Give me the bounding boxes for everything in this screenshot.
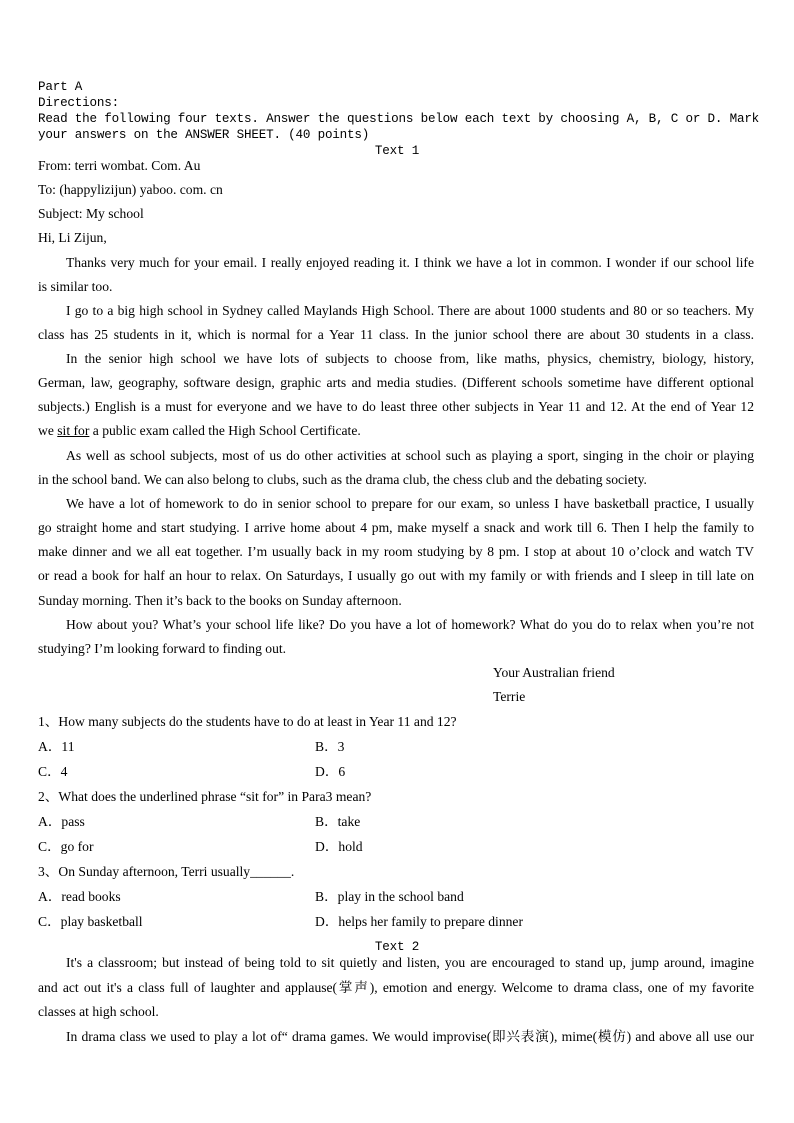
email-greeting: Hi, Li Zijun, [38, 230, 107, 245]
option-a: A．pass [38, 814, 85, 829]
line-rest: a public exam called the High School Certificate. [92, 423, 361, 438]
paragraph-line: Sunday morning. Then it’s back to the books on Sunday afternoon. [38, 593, 402, 608]
part-heading: Part A [38, 80, 83, 94]
option-a: A．11 [38, 739, 75, 754]
paragraph-line: in the school band. We can also belong to clubs, such as the drama club, the chess club and the debating society. [38, 472, 647, 487]
directions-text: your answers on the ANSWER SHEET. (40 points) [38, 128, 370, 142]
option-c: C．play basketball [38, 914, 143, 929]
paragraph-line: How about you? What’s your school life like? Do you have a lot of homework? What do you do to relax when you’re not [66, 617, 754, 632]
email-to: To: (happylizijun) yaboo. com. cn [38, 182, 223, 197]
text2-title: Text 2 [374, 940, 420, 954]
directions-label: Directions: [38, 96, 119, 110]
option-c: C．go for [38, 839, 94, 854]
option-d: D．helps her family to prepare dinner [315, 914, 523, 929]
paragraph-line: studying? I’m looking forward to finding out. [38, 641, 287, 656]
paragraph-line: and act out it's a class full of laughter and applause(掌声), emotion and energy. Welcome to drama class, one of my favorite [38, 980, 754, 995]
paragraph-line: make dinner and we all eat together. I’m usually back in my room studying by 8 pm. I stop at about 10 o’clock and watch TV [38, 544, 754, 559]
text1-title: Text 1 [374, 144, 420, 158]
option-b: B．play in the school band [315, 889, 464, 904]
option-c: C．4 [38, 764, 68, 779]
paragraph-line: go straight home and start studying. I arrive home about 4 pm, make myself a snack and work till 6. Then I help the family to [38, 520, 754, 535]
paragraph-line: or read a book for half an hour to relax. On Saturdays, I usually go out with my family or with friends and I sleep in till late on [38, 568, 754, 583]
paragraph-line: As well as school subjects, most of us do other activities at school such as playing a sport, singing in the choir or playing [66, 448, 754, 463]
paragraph-line [38, 423, 361, 439]
email-subject: Subject: My school [38, 206, 144, 221]
email-from: From: terri wombat. Com. Au [38, 158, 201, 173]
paragraph-line: In drama class we used to play a lot of“ drama games. We would improvise(即兴表演), mime(模仿) and above all use our [66, 1029, 754, 1044]
paragraph-line: subjects.) English is a must for everyone and we have to do least three other subjects in Year 11 and 12. At the end of Year 12 [38, 399, 754, 414]
question-3: 3、On Sunday afternoon, Terri usually______. [38, 864, 295, 879]
paragraph-line: We have a lot of homework to do in senior school to prepare for our exam, so unless I have basketball practice, I usually [66, 496, 754, 511]
email-closing: Your Australian friend [493, 665, 615, 680]
question-2: 2、What does the underlined phrase “sit for” in Para3 mean? [38, 789, 372, 804]
paragraph-line: classes at high school. [38, 1004, 159, 1019]
underlined-phrase: sit for [57, 423, 90, 438]
paragraph-line: In the senior high school we have lots of subjects to choose from, like maths, physics, chemistry, biology, history, [66, 351, 754, 366]
option-a: A．read books [38, 889, 121, 904]
paragraph-line: It's a classroom; but instead of being told to sit quietly and listen, you are encouraged to stand up, jump around, imagine [66, 955, 754, 970]
option-d: D．6 [315, 764, 346, 779]
directions-text: Read the following four texts. Answer the questions below each text by choosing A, B, C or D. Mark [38, 112, 760, 126]
email-signature: Terrie [493, 689, 526, 704]
paragraph-line: Thanks very much for your email. I really enjoyed reading it. I think we have a lot in common. I wonder if our school life [66, 255, 754, 270]
paragraph-line: class has 25 students in it, which is normal for a Year 11 class. In the junior school there are about 30 students in a class. [38, 327, 754, 342]
word: we [38, 423, 54, 438]
paragraph-line: I go to a big high school in Sydney called Maylands High School. There are about 1000 students and 80 or so teachers. My [66, 303, 754, 318]
option-d: D．hold [315, 839, 363, 854]
paragraph-line: German, law, geography, software design, graphic arts and media studies. (Different schools sometime have different optional [38, 375, 754, 390]
question-1: 1、How many subjects do the students have to do at least in Year 11 and 12? [38, 714, 457, 729]
option-b: B．take [315, 814, 361, 829]
paragraph-line: is similar too. [38, 279, 113, 294]
option-b: B．3 [315, 739, 345, 754]
